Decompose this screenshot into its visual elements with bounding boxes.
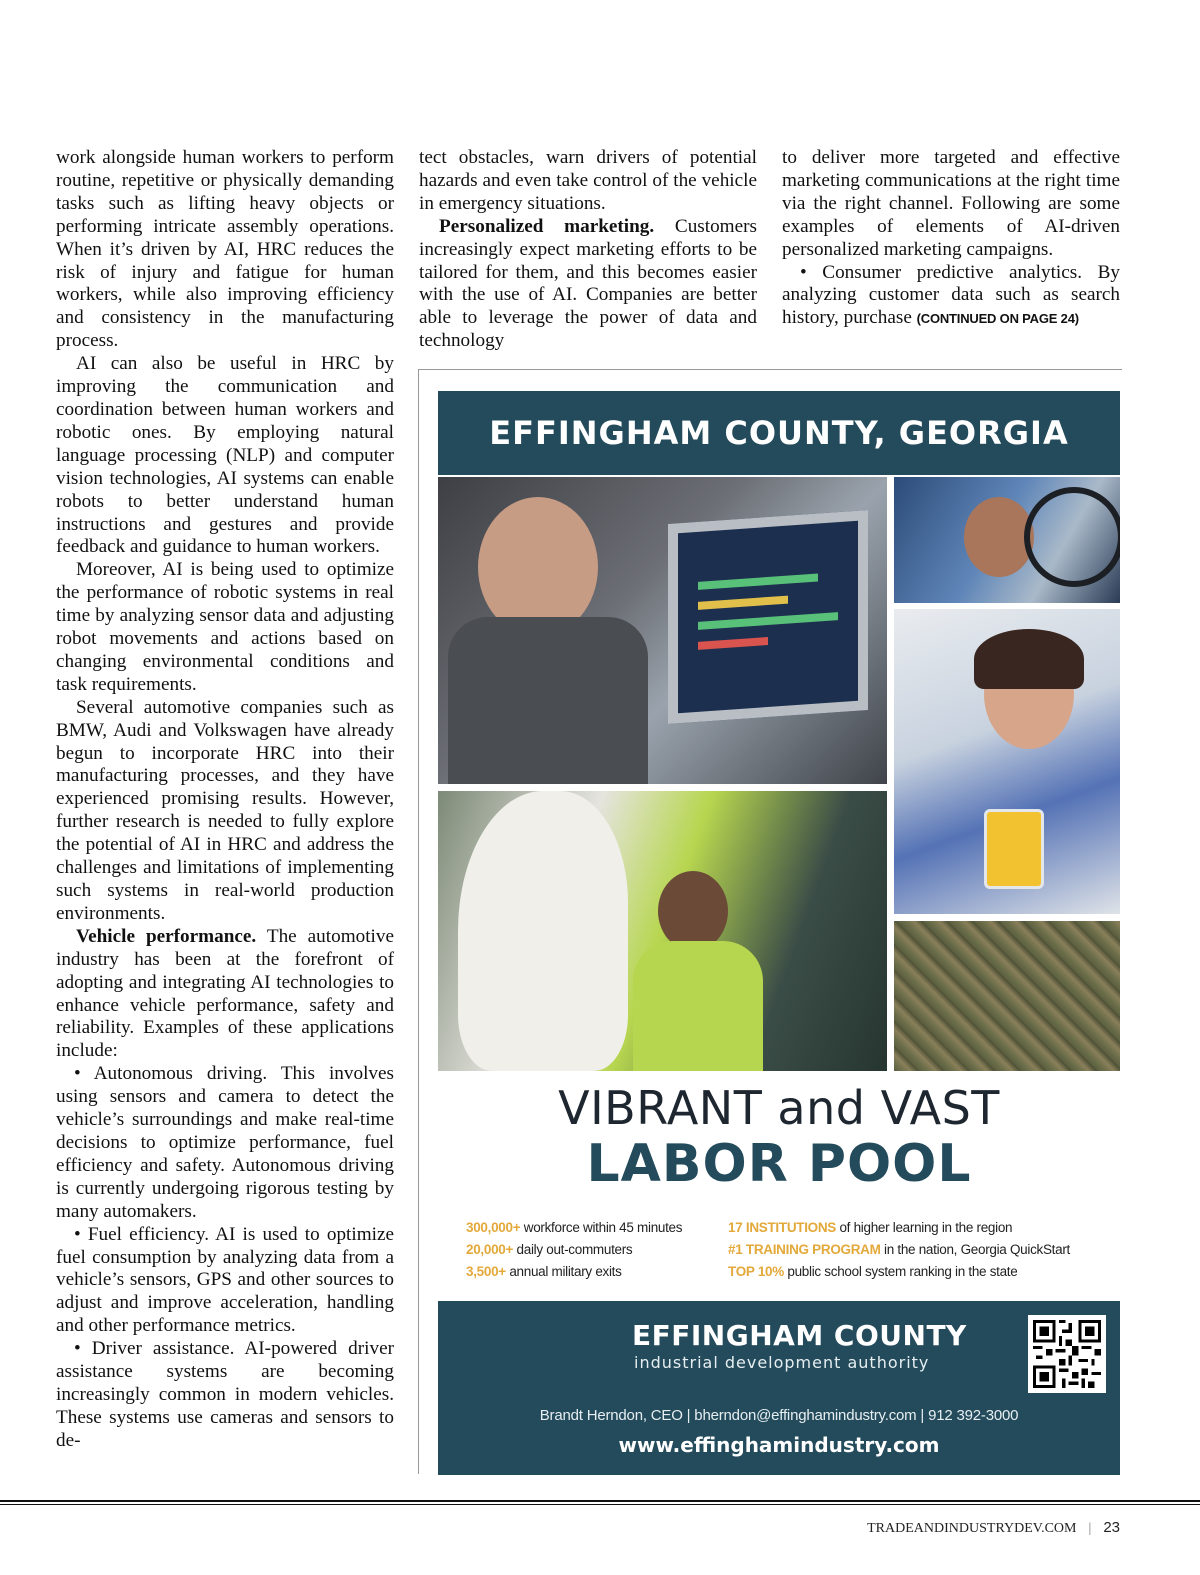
paragraph: work alongside human workers to perform routine, repetitive or physically demanding tasks such as lifting heavy objects or performing intricate assembly operations. When it’s driven by AI, HRC reduces the risk of injury and fatigue for human workers, while also improving efficiency and consistency in the manufacturing process.	[56, 147, 394, 352]
stat-text: workforce within 45 minutes	[520, 1220, 683, 1235]
bullet-item: • Driver assistance. AI-powered driver assistance systems are becoming increasingly common in modern vehicles. These systems use cameras and sensors to de-	[56, 1338, 394, 1451]
paragraph: Several automotive companies such as BMW, Audi and Volkswagen have already begun to incorporate HRC into their manufacturing processes, and they have experienced promising results. However, further research is needed to fully explore the potential of AI in HRC and address the challenges and limitations of implementing such systems in real-world production environments.	[56, 696, 394, 924]
paragraph: tect obstacles, warn drivers of potential hazards and even take control of the vehicle in emergency situations.	[419, 147, 757, 214]
paragraph: Moreover, AI is being used to optimize the performance of robotic systems in real time by analyzing sensor data and adjusting robot movements and actions based on changing environmental conditions and task requirements.	[56, 559, 394, 695]
photo-machinist	[438, 477, 887, 784]
stat-text: annual military exits	[505, 1264, 622, 1279]
stat-text: public school system ranking in the state	[783, 1264, 1018, 1279]
stat-item	[728, 1239, 1070, 1261]
stat-item	[466, 1261, 682, 1283]
website-link[interactable]: www.effinghamindustry.com	[618, 1433, 940, 1457]
continued-note[interactable]: (CONTINUED ON PAGE 24)	[916, 311, 1079, 327]
bike-wheel	[1024, 487, 1120, 587]
cnc-screen	[668, 510, 868, 724]
paragraph: AI can also be useful in HRC by improving the communication and coordination between human workers and robotic ones. By employing natural language processing (NLP) and computer vision technologies, AI systems can enable robots to better understand human instructions and gestures and provide feedback and guidance to human workers.	[56, 353, 394, 558]
page-number: 23	[1103, 1519, 1120, 1536]
worker-hoodie	[448, 617, 648, 784]
photo-military	[894, 921, 1120, 1071]
site-name[interactable]: TRADEANDINDUSTRYDEV.COM	[867, 1521, 1077, 1536]
stat-item	[466, 1217, 682, 1239]
footer-separator: |	[1088, 1521, 1092, 1536]
worker-vest	[633, 941, 763, 1071]
scientist-hair	[974, 629, 1084, 689]
footer-rule-thin	[0, 1504, 1200, 1505]
org-name: EFFINGHAM COUNTY	[632, 1319, 967, 1352]
org-subtitle: industrial development authority	[634, 1353, 930, 1372]
paragraph-text: The automotive industry has been at the forefront of adopting and integrating AI technologies to enhance vehicle performance, safety and reliability. Examples of these applications include:	[56, 925, 394, 1062]
stat-item	[728, 1217, 1070, 1239]
paragraph-text: Customers increasingly expect marketing efforts to be tailored for them, and this becomes easier with the use of AI. Companies are better able to leverage the power of data and technology	[419, 215, 757, 352]
footer-rule	[0, 1500, 1200, 1502]
photo-lab-scientist	[894, 609, 1120, 914]
contact-line[interactable]: Brandt Herndon, CEO | bherndon@effinghamindustry.com | 912 392-3000	[539, 1407, 1019, 1424]
stat-text: of higher learning in the region	[836, 1220, 1013, 1235]
worker-figure	[658, 871, 728, 951]
stat-highlight: 20,000+	[466, 1242, 514, 1257]
bullet-item	[782, 262, 1120, 332]
stat-highlight: 300,000+	[466, 1220, 521, 1235]
paragraph-text: • Consumer predictive analytics. By analyzing customer data such as search history, purchase	[782, 261, 1120, 329]
paragraph: to deliver more targeted and effective marketing communications at the right time via the right channel. Following are some examples of elements of AI-driven personalized marketing campaigns.	[782, 147, 1120, 260]
advertisement	[438, 391, 1120, 1475]
lab-beaker	[984, 809, 1044, 889]
stat-highlight: 3,500+	[466, 1264, 506, 1279]
bullet-item: • Fuel efficiency. AI is used to optimize fuel consumption by analyzing data from a vehicle’s sensors, GPS and other sources to adjust and improve acceleration, handling and other performance metrics.	[56, 1223, 394, 1337]
bullet-item: • Autonomous driving. This involves using sensors and camera to detect the vehicle’s surroundings and make real-time decisions to optimize performance, fuel efficiency and safety. Autonomous driving is currently undergoing rigorous testing by many automakers.	[56, 1063, 394, 1222]
stat-highlight: TOP 10%	[728, 1264, 784, 1279]
stats-left	[466, 1217, 682, 1283]
qr-code-icon[interactable]	[1028, 1315, 1106, 1393]
page-footer	[867, 1519, 1120, 1537]
section-lead: Vehicle performance.	[76, 925, 257, 947]
ad-header	[438, 391, 1120, 475]
ad-headline	[438, 1081, 1120, 1193]
photo-bike-mechanic	[894, 477, 1120, 603]
section-lead: Personalized marketing.	[439, 215, 655, 237]
material-bag	[458, 791, 628, 1071]
stat-text: daily out-commuters	[513, 1242, 633, 1257]
ad-header-title: EFFINGHAM COUNTY, GEORGIA	[489, 414, 1069, 452]
headline-secondary: LABOR POOL	[586, 1134, 972, 1194]
paragraph	[56, 926, 394, 1063]
stat-item	[728, 1261, 1070, 1283]
stat-highlight: #1 TRAINING PROGRAM	[728, 1242, 881, 1257]
article-column-1	[56, 147, 394, 1453]
headline-primary: VIBRANT and VAST	[558, 1081, 1000, 1135]
stat-text: in the nation, Georgia QuickStart	[880, 1242, 1070, 1257]
stat-highlight: 17 INSTITUTIONS	[728, 1220, 837, 1235]
photo-industrial-worker	[438, 791, 887, 1071]
stat-item	[466, 1239, 682, 1261]
article-column-2	[419, 147, 757, 353]
paragraph	[419, 216, 757, 353]
worker-figure	[478, 497, 598, 637]
stats-right	[728, 1217, 1070, 1283]
ad-footer	[438, 1301, 1120, 1475]
article-column-3	[782, 147, 1120, 331]
